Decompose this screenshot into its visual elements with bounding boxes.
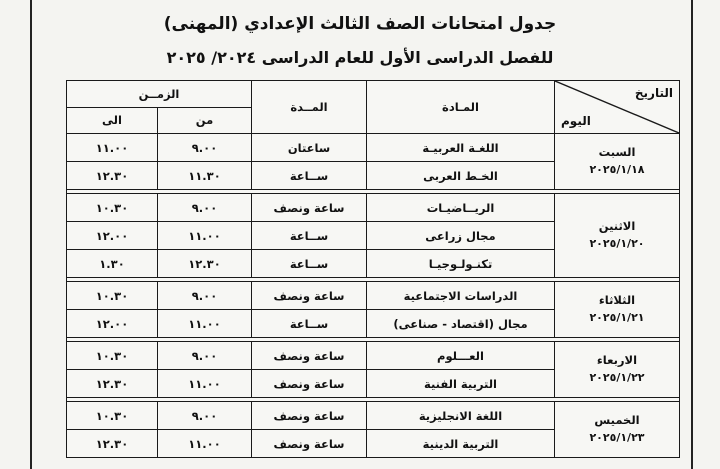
duration-cell: ساعة ونصف: [252, 430, 367, 458]
day-cell: [555, 342, 680, 398]
day-cell: [555, 402, 680, 458]
day-cell: [555, 134, 680, 190]
start-time-cell: ١١.٠٠: [158, 370, 252, 398]
end-time-cell: ١١.٠٠: [67, 134, 158, 162]
subject-cell: مجال زراعى: [367, 222, 555, 250]
duration-cell: ســاعة: [252, 222, 367, 250]
day-cell: [555, 282, 680, 338]
duration-cell: ساعة ونصف: [252, 282, 367, 310]
end-time-cell: ١٢.٣٠: [67, 370, 158, 398]
exam-date: ٢٠٢٥/١/٢١: [589, 311, 645, 325]
exam-row: [67, 134, 680, 162]
exam-date: ٢٠٢٥/١/٢٢: [589, 371, 645, 385]
end-time-cell: ١.٣٠: [67, 250, 158, 278]
schedule-body: [67, 134, 680, 458]
duration-cell: ساعة ونصف: [252, 370, 367, 398]
start-time-cell: ٩.٠٠: [158, 402, 252, 430]
duration-cell: ساعة ونصف: [252, 342, 367, 370]
day-name: الاثنين: [598, 218, 636, 233]
subject-cell: التربية الفنية: [367, 370, 555, 398]
end-time-cell: ١٠.٣٠: [67, 342, 158, 370]
subject-cell: العـــلوم: [367, 342, 555, 370]
subject-cell: التربية الدينية: [367, 430, 555, 458]
exam-row: [67, 402, 680, 430]
exam-date: ٢٠٢٥/١/٢٠: [589, 237, 645, 251]
start-time-cell: ٩.٠٠: [158, 194, 252, 222]
day-cell: [555, 194, 680, 278]
duration-cell: ساعة ونصف: [252, 402, 367, 430]
start-time-cell: ١٢.٣٠: [158, 250, 252, 278]
subject-cell: الخـط العربى: [367, 162, 555, 190]
end-time-cell: ١٠.٣٠: [67, 194, 158, 222]
date-header: التاريخ: [634, 86, 673, 100]
exam-date: ٢٠٢٥/١/١٨: [589, 163, 645, 177]
exam-row: [67, 194, 680, 222]
end-time-cell: ١٢.٠٠: [67, 222, 158, 250]
page-title: جدول امتحانات الصف الثالث الإعدادي (المهنى): [163, 14, 557, 34]
subject-cell: مجال (اقتصاد - صناعى): [367, 310, 555, 338]
to-header: الى: [67, 107, 158, 134]
duration-cell: ساعتان: [252, 134, 367, 162]
subject-cell: الدراسات الاجتماعية: [367, 282, 555, 310]
from-header: من: [158, 107, 252, 134]
start-time-cell: ٩.٠٠: [158, 282, 252, 310]
start-time-cell: ١١.٠٠: [158, 310, 252, 338]
end-time-cell: ١٠.٣٠: [67, 402, 158, 430]
duration-cell: ســاعة: [252, 162, 367, 190]
exam-schedule-table: [66, 80, 680, 458]
end-time-cell: ١٢.٠٠: [67, 310, 158, 338]
subject-cell: اللغة الانجليزية: [367, 402, 555, 430]
subject-cell: الريــاضيـات: [367, 194, 555, 222]
page-border-left: [30, 0, 32, 469]
page-subtitle: للفصل الدراسى الأول للعام الدراسى ٢٠٢٤/ ٢٠٢٥: [166, 48, 554, 67]
day-name: الخميس: [594, 412, 640, 427]
exam-date: ٢٠٢٥/١/٢٣: [589, 431, 645, 445]
start-time-cell: ٩.٠٠: [158, 342, 252, 370]
end-time-cell: ١٠.٣٠: [67, 282, 158, 310]
end-time-cell: ١٢.٣٠: [67, 430, 158, 458]
start-time-cell: ١١.٠٠: [158, 430, 252, 458]
start-time-cell: ٩.٠٠: [158, 134, 252, 162]
start-time-cell: ١١.٠٠: [158, 222, 252, 250]
page-border-right: [691, 0, 693, 469]
date-day-header: [555, 81, 680, 134]
time-header: الزمــن: [67, 81, 252, 108]
duration-cell: ســاعة: [252, 250, 367, 278]
day-name: الثلاثاء: [598, 292, 636, 307]
day-name: الاربعاء: [596, 352, 638, 367]
duration-header: المــدة: [252, 81, 367, 134]
exam-row: [67, 342, 680, 370]
end-time-cell: ١٢.٣٠: [67, 162, 158, 190]
start-time-cell: ١١.٣٠: [158, 162, 252, 190]
subject-cell: تكنـولـوجيـا: [367, 250, 555, 278]
exam-row: [67, 282, 680, 310]
day-header: اليوم: [561, 114, 591, 128]
duration-cell: ساعة ونصف: [252, 194, 367, 222]
duration-cell: ســاعة: [252, 310, 367, 338]
subject-header: المـادة: [367, 81, 555, 134]
subject-cell: اللغـة العربيـة: [367, 134, 555, 162]
day-name: السبت: [598, 144, 636, 159]
